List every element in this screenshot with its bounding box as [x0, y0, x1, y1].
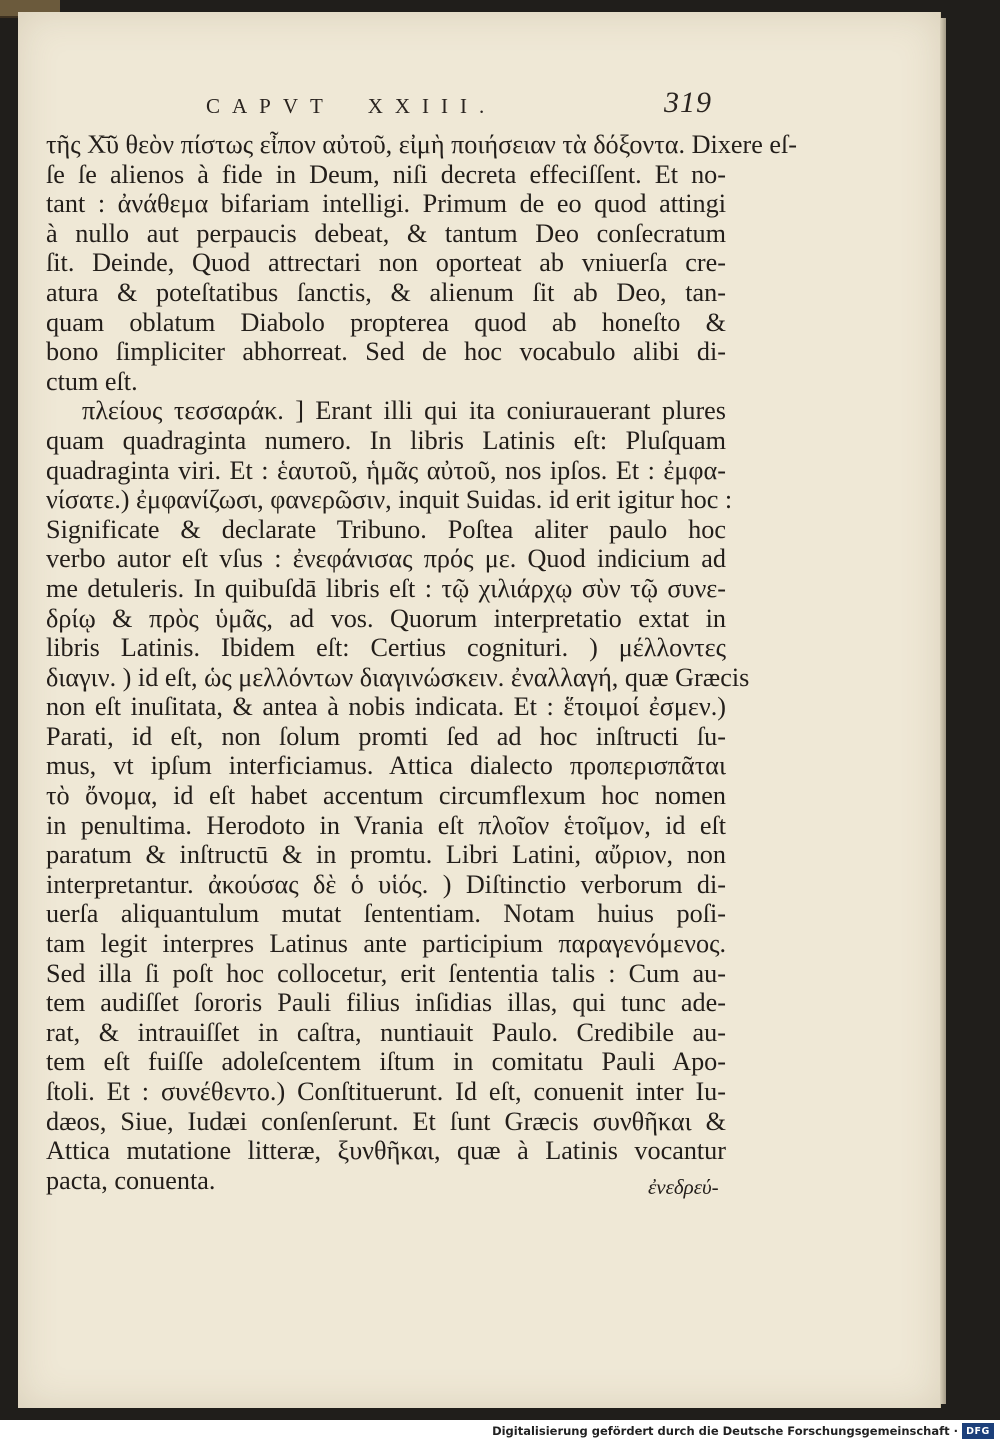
running-head: CAPVT XXIII.: [206, 94, 497, 118]
text-line: ſit. Deinde, Quod attrectari non oporteat ab vniuerſa cre-: [46, 248, 726, 278]
text-line: διαγιν. ) id eſt, ὡς μελλόντων διαγινώσκειν. ἐναλλαγή, quæ Græcis: [46, 662, 750, 692]
text-line: libris Latinis. Ibidem eſt: Certius cognituri. ) μέλλοντες: [46, 633, 726, 663]
catchword: ἐνεδρεύ-: [648, 1175, 719, 1199]
text-line: Parati, id eſt, non ſolum promti ſed ad hoc inſtructi ſu-: [46, 721, 726, 751]
text-line: quam oblatum Diabolo propterea quod ab honeſto &: [46, 307, 726, 337]
text-line: bono ſimpliciter abhorreat. Sed de hoc vocabulo alibi di-: [46, 337, 726, 367]
text-line: uerſa aliquantulum mutat ſententiam. Notam huius poſi-: [46, 899, 726, 929]
text-line: pacta, conuenta.: [46, 1165, 216, 1195]
text-line: à nullo aut perpaucis debeat, & tantum Deo conſecratum: [46, 218, 726, 248]
page-number: 319: [664, 86, 712, 119]
text-line: Significate & declarate Tribuno. Poſtea aliter paulo hoc: [46, 514, 726, 544]
body-text: [46, 130, 798, 1195]
text-line: πλείους τεσσαράκ. ] Erant illi qui ita coniurauerant plures: [82, 396, 726, 426]
text-line: dæos, Siue, Iudæi conſenſerunt. Et ſunt Græcis συνθῆκαι &: [46, 1106, 726, 1136]
text-line: mus, vt ipſum interficiamus. Attica dialecto προπερισπᾶται: [46, 751, 726, 781]
text-line: in penultima. Herodoto in Vrania eſt πλοῖον ἑτοῖμον, id eſt: [46, 810, 726, 840]
text-line: ſe ſe alienos à fide in Deum, niſi decreta effeciſſent. Et no-: [46, 159, 726, 189]
page-edge: [940, 18, 946, 1404]
funding-credit: Digitalisierung gefördert durch die Deutsche Forschungsgemeinschaft ·: [492, 1424, 958, 1438]
text-line: quadraginta viri. Et : ἑαυτοῦ, ἡμᾶς αὐτοῦ, nos ipſos. Et : ἐμφα-: [46, 455, 726, 485]
text-line: τῆς Χ̄ῦ θεὸν πίστως εἶπον αὐτοῦ, εἰμὴ ποιήσειαν τὰ δόξοντα. Dixere eſ-: [46, 130, 798, 159]
text-line: νίσατε.) ἐμφανίζωσι, φανερῶσιν, inquit Suidas. id erit igitur hoc :: [46, 485, 733, 515]
book-page: [18, 12, 941, 1408]
text-line: interpretantur. ἀκούσας δὲ ὁ υἱός. ) Diſtinctio verborum di-: [46, 869, 726, 899]
text-line: quam quadraginta numero. In libris Latinis eſt: Pluſquam: [46, 425, 726, 455]
footer-strip: [0, 1420, 1000, 1443]
text-line: tem audiſſet ſororis Pauli filius inſidias illas, qui tunc ade-: [46, 988, 726, 1018]
text-line: rat, & intrauiſſet in caſtra, nuntiauit Paulo. Credibile au-: [46, 1017, 726, 1047]
text-line: δρίῳ & πρὸς ὑμᾶς, ad vos. Quorum interpretatio extat in: [46, 603, 726, 633]
text-line: me detuleris. In quibuſdā libris eſt : τῷ χιλιάρχῳ σὺν τῷ συνε-: [46, 573, 726, 603]
text-line: atura & poteſtatibus ſanctis, & alienum ſit ab Deo, tan-: [46, 277, 726, 307]
text-line: tem eſt fuiſſe adoleſcentem iſtum in comitatu Pauli Apo-: [46, 1047, 726, 1077]
text-line: tam legit interpres Latinus ante participium παραγενόμενος.: [46, 929, 726, 959]
text-line: non eſt inuſitata, & antea à nobis indicata. Et : ἕτοιμοί ἐσμεν.): [46, 692, 726, 722]
page-header: [46, 84, 726, 124]
text-line: ctum eſt.: [46, 366, 138, 396]
text-line: τὸ ὄνομα, id eſt habet accentum circumflexum hoc nomen: [46, 781, 726, 811]
text-line: paratum & inſtructū & in promtu. Libri Latini, αὔριον, non: [46, 840, 726, 870]
text-line: tant : ἀνάθεμα bifariam intelligi. Primum de eo quod attingi: [46, 189, 726, 219]
text-line: Sed illa ſi poſt hoc collocetur, erit ſententia talis : Cum au-: [46, 958, 726, 988]
text-line: ſtoli. Et : συνέθεντο.) Conſtituerunt. Id eſt, conuenit inter Iu-: [46, 1077, 726, 1106]
text-line: Attica mutatione litteræ, ξυνθῆκαι, quæ à Latinis vocantur: [46, 1136, 726, 1166]
dfg-logo: DFG: [962, 1423, 994, 1439]
text-line: verbo autor eſt vſus : ἐνεφάνισας πρός με. Quod indicium ad: [46, 544, 726, 574]
